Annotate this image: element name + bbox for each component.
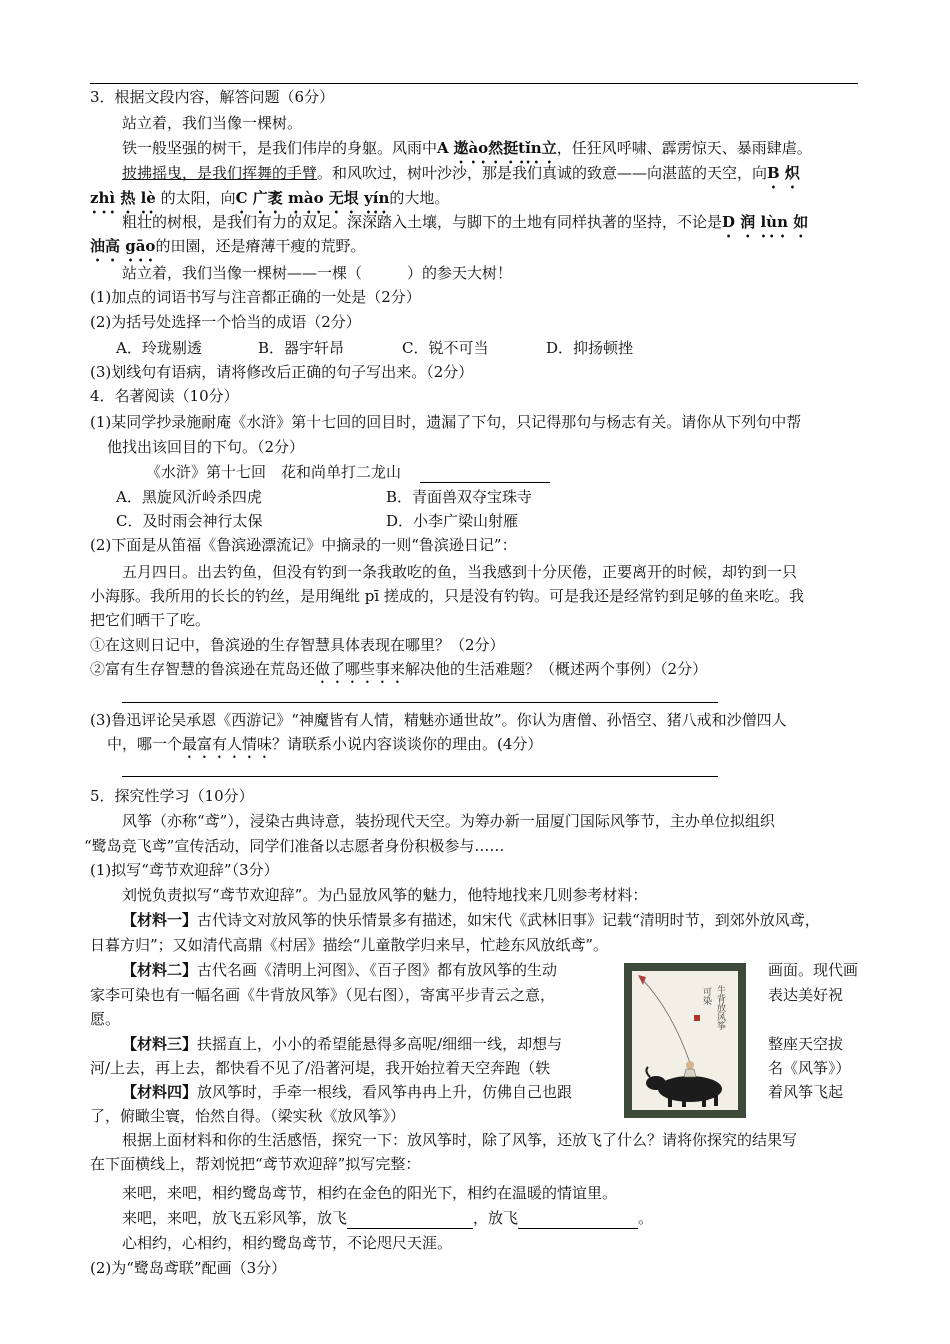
q5-material3-line1: 【材料三】扶摇直上，小小的希望能悬得多高呢/细细一线，却想与 [122, 1035, 563, 1053]
q3-sub3: (3)划线句有语病，请将修改后正确的句子写出来。（2分） [90, 363, 474, 381]
q4-chapter-blank[interactable] [420, 466, 550, 483]
q5-material2-line2-right: 表达美好祝 [768, 986, 844, 1004]
q5-task-line2: 在下面横线上，帮刘悦把“鸢节欢迎辞”拟写完整： [90, 1155, 421, 1173]
q5-material3-line1-right: 整座天空拔 [768, 1035, 844, 1053]
q4-question-b: ②富有生存智慧的鲁滨逊在荒岛还做了哪些事来解决他的生活难题？（概述两个事例）（2分） [90, 660, 708, 678]
painting-inscription: 牛背放风筝 [715, 985, 725, 1030]
painting-niubei-kite [624, 963, 746, 1118]
q3-option-b[interactable]: B．器宇轩昂 [258, 339, 345, 357]
q5-blank-2[interactable] [518, 1212, 638, 1229]
q5-sub2: (2)为“鹭岛鸢联”配画（3分） [90, 1259, 287, 1277]
q5-intro-line2: “鹭岛竞飞鸢”宣传活动，同学们准备以志愿者身份积极参与…… [84, 837, 505, 855]
q3-para3-line2: 油高 gāo的田園，还是瘠薄干瘦的荒野。 [90, 237, 366, 255]
q4-option-b[interactable]: B．青面兽双夺宝珠寺 [386, 488, 533, 506]
q3-para4: 站立着，我们当像一棵树——一棵（ ）的参天大树！ [122, 264, 513, 282]
q3-option-a[interactable]: A．玲珑剔透 [116, 339, 202, 357]
q5-sub1-para: 刘悦负责拟写“鸢节欢迎辞”。为凸显放风筝的魅力，他特地找来几则参考材料： [122, 886, 648, 904]
q3-para2-line2: 披拂摇曳，是我们挥舞的手臂。和风吹过，树叶沙沙，那是我们真诚的致意——向湛蓝的天空，向B 炽 [122, 164, 800, 182]
top-rule [90, 83, 858, 84]
q5-material4-line1: 【材料四】放风筝时，手牵一根线，看风筝冉冉上升，仿佛自己也跟 [122, 1083, 573, 1101]
q3-option-c[interactable]: C．锐不可当 [402, 339, 489, 357]
q4-answer-line-2[interactable] [122, 776, 718, 777]
q5-sub1: (1)拟写“鸢节欢迎辞”（3分） [90, 861, 279, 879]
q5-material2-line1-right: 画面。现代画 [768, 961, 859, 979]
q5-material1-line2: 日暮方归”；又如清代高鼎《村居》描绘“儿童散学归来早，忙趁东风放纸鸢”。 [90, 936, 609, 954]
q3-option-a-word: 遨ào然挺tǐn立 [453, 139, 557, 157]
q5-material2-line2: 家李可染也有一幅名画《牛背放风筝》（见右图），寄寓平步青云之意， [90, 986, 556, 1004]
q5-welcome-line2: 来吧，来吧，放飞五彩风筝，放飞 ，放飞 。 [122, 1209, 654, 1227]
q3-para1: 站立着，我们当像一棵树。 [122, 114, 303, 132]
q4-option-c[interactable]: C．及时雨会神行太保 [116, 512, 263, 530]
q4-option-d[interactable]: D．小李广梁山射雁 [386, 512, 519, 530]
q5-material2-line1: 【材料二】古代名画《清明上河图》、《百子图》都有放风筝的生动 [122, 961, 558, 979]
q4-chapter-line: 《水浒》第十七回 花和尚单打二龙山 [146, 461, 550, 483]
painting-seal-text: 可染 [701, 987, 711, 1005]
q5-welcome-line1: 来吧，来吧，相约鹭岛鸢节，相约在金色的阳光下，相约在温暖的情谊里。 [122, 1184, 618, 1202]
q5-title: 5．探究性学习（10分） [90, 787, 254, 805]
q3-para2-line1: 铁一般坚强的树干，是我们伟岸的身躯。风雨中A 遨ào然挺tǐn立，任狂风呼啸、霹雳惊天、暴雨肆虐。 [122, 139, 812, 157]
q5-material3-line2-right: 名《风筝》） [768, 1059, 851, 1077]
q3-option-d[interactable]: D．抑扬顿挫 [546, 339, 634, 357]
q5-intro-line1: 风筝（亦称“鸢”），浸染古典诗意，装扮现代天空。为筹办新一届厦门国际风筝节，主办单位拟组织 [122, 812, 775, 830]
q4-answer-line-1[interactable] [122, 702, 718, 703]
q3-underlined-sentence: 披拂摇曳，是我们挥舞的手臂 [122, 164, 318, 182]
q3-title: 3．根据文段内容，解答问题（6分） [90, 88, 335, 106]
q3-sub2: (2)为括号处选择一个恰当的成语（2分） [90, 313, 361, 331]
q4-sub1-line1: (1)某同学抄录施耐庵《水浒》第十七回的回目时，遗漏了下句，只记得那句与杨志有关。请你从下列句中帮 [90, 413, 802, 431]
painting-illustration [632, 971, 738, 1110]
q5-blank-1[interactable] [347, 1212, 473, 1229]
q4-sub3-line2: 中，哪一个最富有人情味？请联系小说内容谈谈你的理由。(4分） [107, 735, 543, 753]
q5-task-line1: 根据上面材料和你的生活感悟，探究一下：放风筝时，除了风筝，还放飞了什么？请将你探究的结果写 [122, 1131, 798, 1149]
q4-sub3-line1: (3)鲁迅评论吴承恩《西游记》“神魔皆有人情，精魅亦通世故”。你认为唐僧、孙悟空、猪八戒和沙僧四人 [90, 711, 787, 729]
q4-diary-line1: 五月四日。出去钓鱼，但没有钓到一条我敢吃的鱼，当我感到十分厌倦，正要离开的时候，却钓到一只 [122, 563, 798, 581]
q5-material2-line3: 愿。 [90, 1010, 121, 1028]
q3-option-c-word: C 广袤 mào 无垠 yín [235, 189, 390, 207]
q4-diary-line2: 小海豚。我所用的长长的钓丝，是用绳纰 pī 搓成的，只是没有钓钩。可是我还是经常钓到足够的鱼来吃。我 [90, 587, 804, 605]
q4-diary-line3: 把它们晒干了吃。 [90, 611, 211, 629]
q3-para3-line1: 粗壮的树根，是我们有力的双足。深深踏入土壤，与脚下的土地有同样执著的坚持，不论是D 润 lùn 如 [122, 213, 809, 231]
q5-welcome-line3: 心相约，心相约，相约鹭岛鸢节，不论咫尺天涯。 [122, 1234, 453, 1252]
q3-para2-line3: zhì 热 lè 的太阳，向C 广袤 mào 无垠 yín的大地。 [90, 189, 450, 207]
q5-material4-line2: 了，俯瞰尘寰，怡然自得。（梁实秋《放风筝》） [90, 1107, 406, 1125]
q5-material4-line1-right: 着风筝飞起 [768, 1083, 844, 1101]
q3-sub1: (1)加点的词语书写与注音都正确的一处是（2分） [90, 288, 421, 306]
q5-material1-line1: 【材料一】古代诗文对放风筝的快乐情景多有描述，如宋代《武林旧事》记载“清明时节，到郊外放风鸢， [122, 911, 820, 929]
q4-sub1-line2: 他找出该回目的下句。（2分） [107, 438, 305, 456]
q4-sub2: (2)下面是从笛福《鲁滨逊漂流记》中摘录的一则“鲁滨逊日记”： [90, 536, 517, 554]
q4-question-a: ①在这则日记中，鲁滨逊的生存智慧具体表现在哪里？（2分） [90, 636, 505, 654]
q4-option-a[interactable]: A．黑旋风沂岭杀四虎 [116, 488, 262, 506]
q4-title: 4．名著阅读（10分） [90, 387, 239, 405]
q5-material3-line2: 河/上去，再上去，都快看不见了/沿著河堤，我开始拉着天空奔跑（轶 [90, 1059, 551, 1077]
